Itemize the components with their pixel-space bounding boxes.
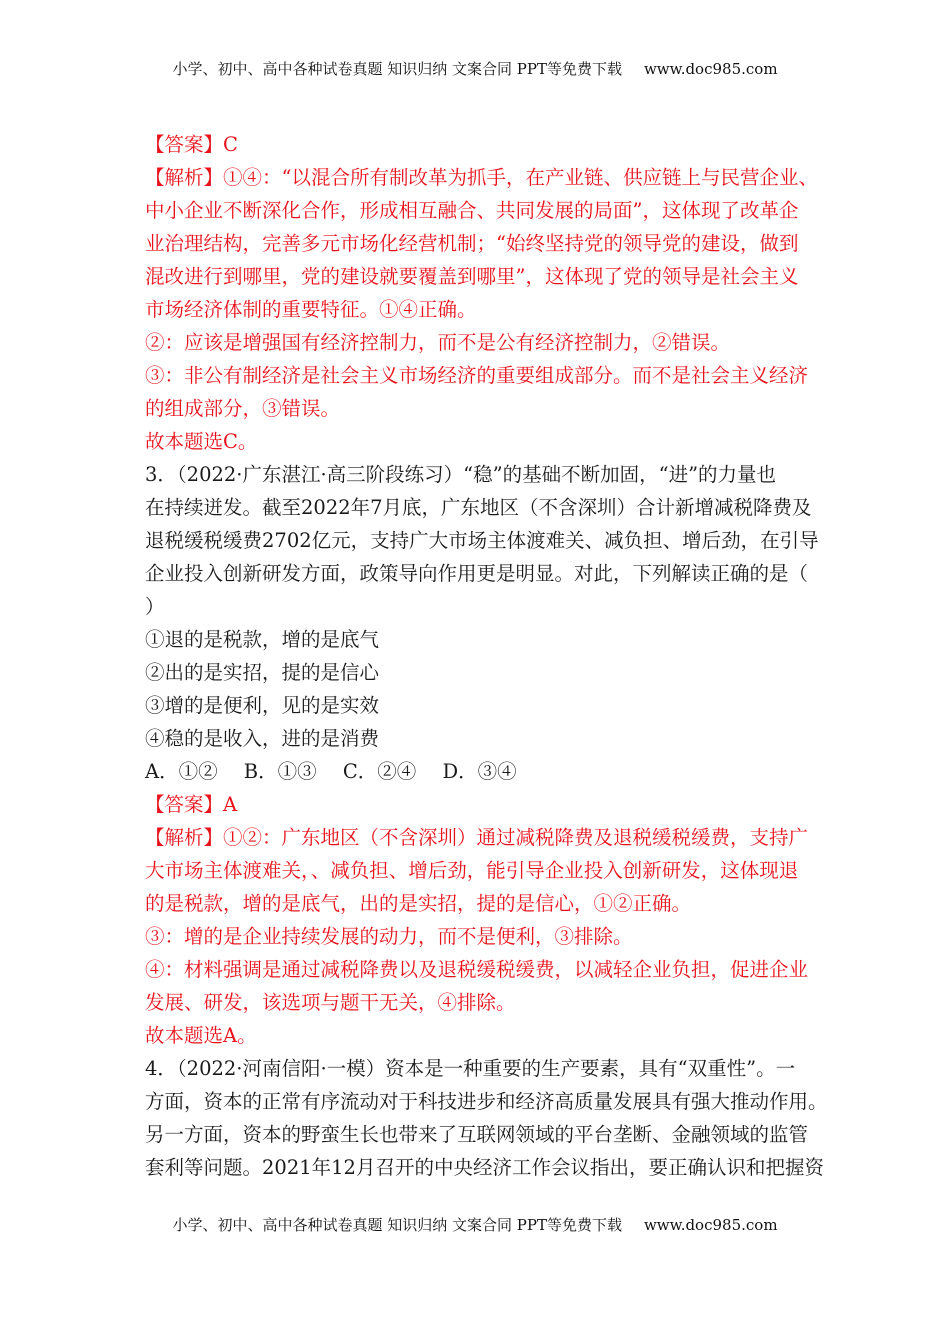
question-4 — [145, 1052, 828, 1184]
analysis-line: ②：应该是增强国有经济控制力，而不是公有经济控制力，②错误。 — [145, 331, 731, 354]
question-stem-line: 企业投入创新研发方面，政策导向作用更是明显。对此，下列解读正确的是（ — [145, 562, 809, 585]
header-text: 小学、初中、高中各种试卷真题 知识归纳 文案合同 PPT等免费下载 — [172, 60, 622, 78]
analysis-line: 故本题选A。 — [145, 1024, 257, 1047]
question-stem-line: 套利等问题。2021年12月召开的中央经济工作会议指出，要正确认识和把握资 — [145, 1156, 824, 1179]
analysis-line: 故本题选C。 — [145, 430, 258, 453]
statement-item: ④稳的是收入，进的是消费 — [145, 727, 380, 750]
answer-3: 【答案】A — [145, 793, 238, 816]
footer-text: 小学、初中、高中各种试卷真题 知识归纳 文案合同 PPT等免费下载 — [172, 1216, 622, 1234]
analysis-line: 的是税款，增的是底气，出的是实招，提的是信心，①②正确。 — [145, 892, 692, 915]
statement-item: ②出的是实招，提的是信心 — [145, 661, 380, 684]
question-stem-line: 方面，资本的正常有序流动对于科技进步和经济高质量发展具有强大推动作用。 — [145, 1090, 828, 1113]
analysis-line: 中小企业不断深化合作，形成相互融合、共同发展的局面”，这体现了改革企 — [145, 199, 799, 222]
question-stem-line: 另一方面，资本的野蛮生长也带来了互联网领域的平台垄断、金融领域的监管 — [145, 1123, 809, 1146]
footer-url[interactable]: www.doc985.com — [643, 1216, 778, 1234]
question-stem-line: ） — [145, 595, 165, 618]
analysis-3 — [145, 821, 813, 1052]
analysis-line: 混改进行到哪里，党的建设就要覆盖到哪里”，这体现了党的领导是社会主义 — [145, 265, 799, 288]
answer-2: 【答案】C — [145, 133, 238, 156]
page-content — [145, 128, 828, 1184]
header-url[interactable]: www.doc985.com — [643, 60, 778, 78]
question-stem-line: 4．（2022·河南信阳·一模）资本是一种重要的生产要素，具有“双重性”。一 — [145, 1057, 796, 1080]
analysis-line: 大市场主体渡难关，、减负担、增后劲，能引导企业投入创新研发，这体现退 — [145, 859, 799, 882]
analysis-line: ④：材料强调是通过减税降费以及退税缓税缓费，以减轻企业负担，促进企业 — [145, 958, 809, 981]
analysis-line: ③：增的是企业持续发展的动力，而不是便利，③排除。 — [145, 925, 633, 948]
question-3 — [145, 458, 819, 788]
page-footer — [0, 1214, 950, 1235]
analysis-line: ③：非公有制经济是社会主义市场经济的重要组成部分。而不是社会主义经济 — [145, 364, 809, 387]
page-header — [0, 58, 950, 79]
analysis-line: 发展、研发，该选项与题干无关，④排除。 — [145, 991, 516, 1014]
analysis-line: 市场经济体制的重要特征。①④正确。 — [145, 298, 477, 321]
analysis-line: 【解析】①②：广东地区（不含深圳）通过减税降费及退税缓税缓费，支持广 — [145, 826, 809, 849]
options-row — [145, 755, 813, 788]
option-b: B．①③ — [243, 760, 317, 783]
statement-item: ①退的是税款，增的是底气 — [145, 628, 380, 651]
analysis-2 — [145, 161, 818, 458]
question-stem-line: 3．（2022·广东湛江·高三阶段练习）“稳”的基础不断加固，“进”的力量也 — [145, 463, 777, 486]
analysis-line: 业治理结构，完善多元市场化经营机制；“始终坚持党的领导党的建设，做到 — [145, 232, 799, 255]
analysis-line: 的组成部分，③错误。 — [145, 397, 341, 420]
analysis-line: 【解析】①④：“以混合所有制改革为抓手，在产业链、供应链上与民营企业、 — [145, 166, 818, 189]
question-stem-line: 退税缓税缓费2702亿元，支持广大市场主体渡难关、减负担、增后劲，在引导 — [145, 529, 819, 552]
question-stem-line: 在持续迸发。截至2022年7月底，广东地区（不含深圳）合计新增减税降费及 — [145, 496, 812, 519]
option-a: A．①② — [145, 760, 218, 783]
statement-item: ③增的是便利，见的是实效 — [145, 694, 380, 717]
option-d: D．③④ — [442, 760, 517, 783]
option-c: C．②④ — [342, 760, 417, 783]
